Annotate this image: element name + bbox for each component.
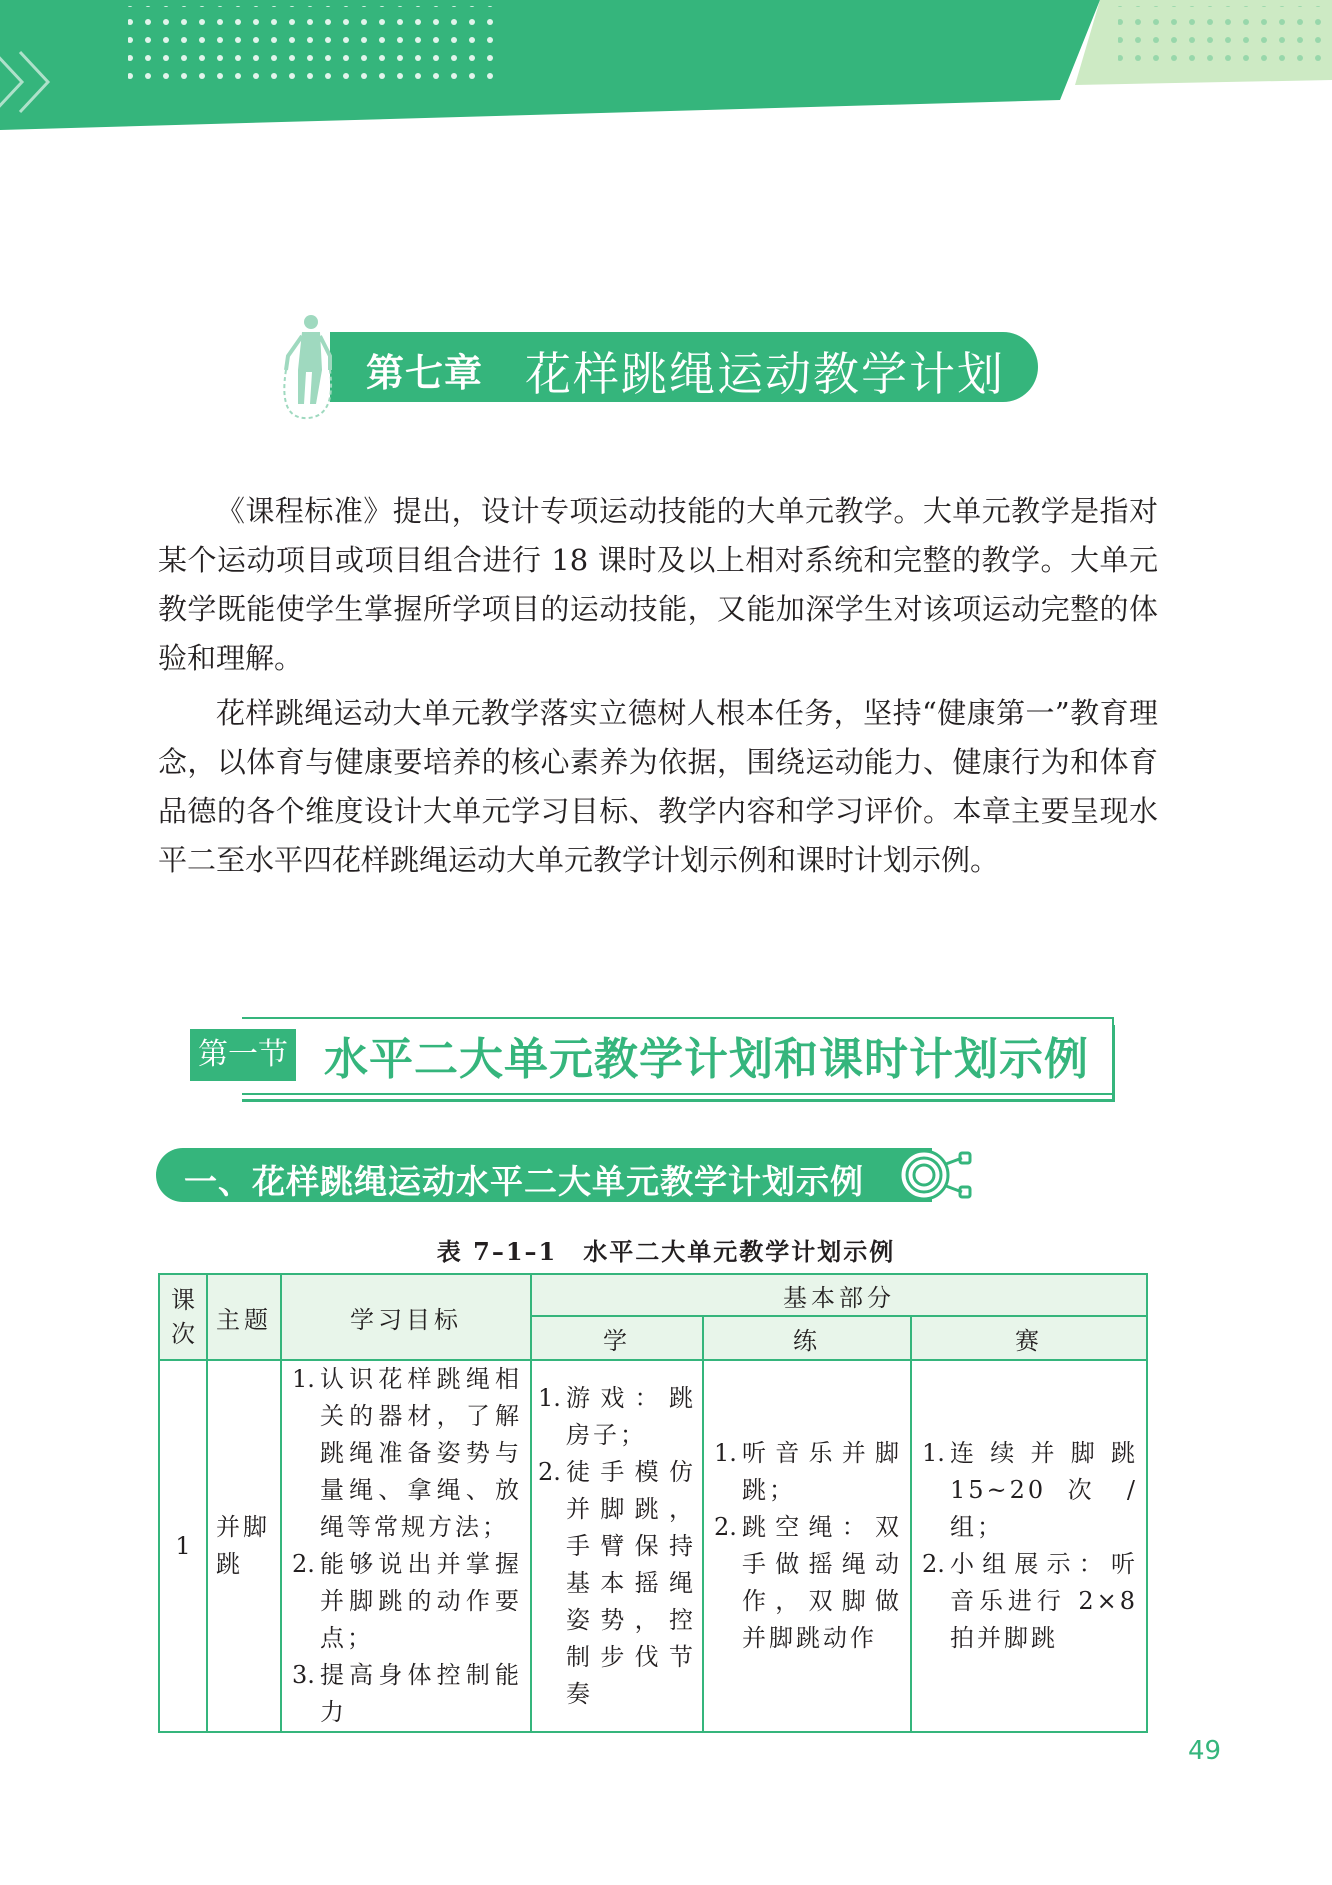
cell-practice <box>703 1360 911 1732</box>
list-item: 1. 游戏：跳房子； <box>538 1383 696 1449</box>
list-item: 3. 提高身体控制能力 <box>292 1661 522 1726</box>
chapter-heading <box>278 330 1038 404</box>
section-tag: 第一节 <box>190 1029 296 1081</box>
section-heading <box>190 1015 1120 1101</box>
intro-paragraph: 《课程标准》提出，设计专项运动技能的大单元教学。大单元教学是指对某个运动项目或项目组合进行 18 课时及以上相对系统和完整的教学。大单元教学既能使学生掌握所学项目的运动技能，又能加深学生对该项运动完整的体验和理解。 <box>158 494 1158 675</box>
list-item: 1. 听音乐并脚跳； <box>714 1439 902 1504</box>
header-practice: 练 <box>703 1316 911 1360</box>
list-item: 2. 能够说出并掌握并脚跳的动作要点； <box>292 1550 522 1652</box>
list-item: 1. 连续并脚跳 15~20 次 / 组； <box>922 1439 1138 1541</box>
section-title: 水平二大单元教学计划和课时计划示例 <box>324 1034 1089 1085</box>
subsection-title: 一、花样跳绳运动水平二大单元教学计划示例 <box>184 1162 864 1201</box>
banner-graphic <box>0 0 1332 130</box>
table-row <box>159 1360 1147 1732</box>
banner-dots-right <box>1118 6 1328 66</box>
header-lesson: 课次 <box>159 1274 207 1360</box>
list-item: 2. 小组展示：听音乐进行 2×8 拍并脚跳 <box>922 1550 1138 1652</box>
list-item: 1. 认识花样跳绳相关的器材，了解跳绳准备姿势与量绳、拿绳、放绳等常规方法； <box>292 1365 522 1541</box>
subsection-heading <box>156 1148 976 1206</box>
cell-learn <box>531 1360 703 1732</box>
header-topic: 主题 <box>207 1274 281 1360</box>
cell-compete <box>911 1360 1147 1732</box>
header-compete: 赛 <box>911 1316 1147 1360</box>
header-goals: 学习目标 <box>281 1274 531 1360</box>
cell-goals <box>281 1360 531 1732</box>
teaching-plan-table <box>158 1273 1148 1733</box>
list-item: 2. 徒手模仿并脚跳，手臂保持基本摇绳姿势，控制步伐节奏 <box>538 1457 696 1708</box>
header-basic: 基本部分 <box>531 1274 1147 1316</box>
cell-topic: 并脚跳 <box>207 1360 281 1732</box>
rope-skipper-icon <box>278 312 338 422</box>
table-caption: 表 7–1–1 水平二大单元教学计划示例 <box>436 1237 896 1266</box>
page-number: 49 <box>1188 1736 1222 1766</box>
chapter-number: 第七章 <box>366 351 484 395</box>
list-item: 2. 跳空绳：双手做摇绳动作，双脚做并脚跳动作 <box>714 1513 902 1652</box>
header-learn: 学 <box>531 1316 703 1360</box>
intro-paragraph: 花样跳绳运动大单元教学落实立德树人根本任务，坚持“健康第一”教育理念，以体育与健康要培养的核心素养为依据，围绕运动能力、健康行为和体育品德的各个维度设计大单元学习目标、教学内容和学习评价。本章主要呈现水平二至水平四花样跳绳运动大单元教学计划示例和课时计划示例。 <box>158 696 1158 877</box>
banner-dots-left <box>128 6 498 90</box>
chapter-title: 花样跳绳运动教学计划 <box>525 347 1005 401</box>
jump-rope-icon <box>896 1144 976 1206</box>
cell-lesson: 1 <box>159 1360 207 1732</box>
top-banner <box>0 0 1332 130</box>
